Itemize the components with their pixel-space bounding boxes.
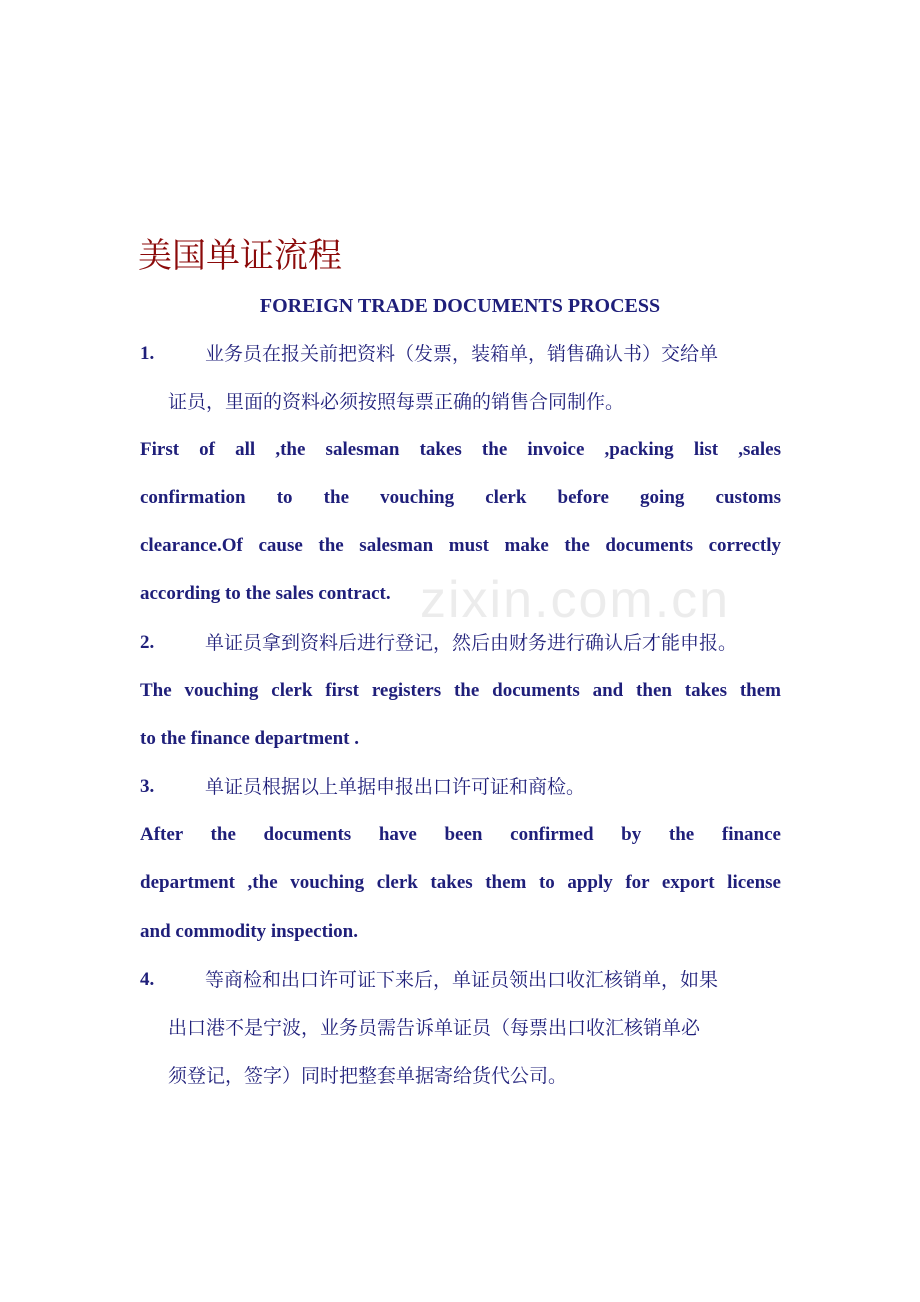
page-subtitle: FOREIGN TRADE DOCUMENTS PROCESS [259, 295, 661, 317]
page-title: 美国单证流程 [138, 236, 342, 276]
item-en-line: confirmation to the vouching clerk before going customs [140, 487, 781, 508]
watermark: zixin.com.cn [420, 571, 731, 629]
item-cn-line: 单证员根据以上单据申报出口许可证和商检。 [205, 776, 586, 798]
item-en-line: The vouching clerk first registers the documents and then takes them [140, 680, 781, 701]
item-cn-line: 单证员拿到资料后进行登记，然后由财务进行确认后才能申报。 [205, 632, 738, 654]
item-en-line: to the finance department . [140, 728, 359, 749]
item-cn-line: 等商检和出口许可证下来后，单证员领出口收汇核销单，如果 [205, 969, 719, 991]
item-cn-line: 出口港不是宁波，业务员需告诉单证员（每票出口收汇核销单必 [168, 1017, 701, 1039]
item-number: 2. [140, 632, 155, 653]
item-number: 4. [140, 969, 155, 990]
item-en-line: according to the sales contract. [140, 583, 391, 604]
item-number: 3. [140, 776, 155, 797]
item-cn-line: 业务员在报关前把资料（发票，装箱单，销售确认书）交给单 [205, 343, 719, 365]
item-en-line: After the documents have been confirmed by the finance [140, 824, 781, 845]
item-cn-line: 须登记，签字）同时把整套单据寄给货代公司。 [168, 1065, 568, 1087]
item-en-line: First of all ,the salesman takes the invoice ,packing list ,sales [140, 439, 781, 460]
item-cn-line: 证员，里面的资料必须按照每票正确的销售合同制作。 [168, 391, 625, 413]
item-en-line: clearance.Of cause the salesman must make the documents correctly [140, 535, 781, 556]
item-number: 1. [140, 343, 155, 364]
item-en-line: and commodity inspection. [140, 921, 358, 942]
item-en-line: department ,the vouching clerk takes them to apply for export license [140, 872, 781, 893]
